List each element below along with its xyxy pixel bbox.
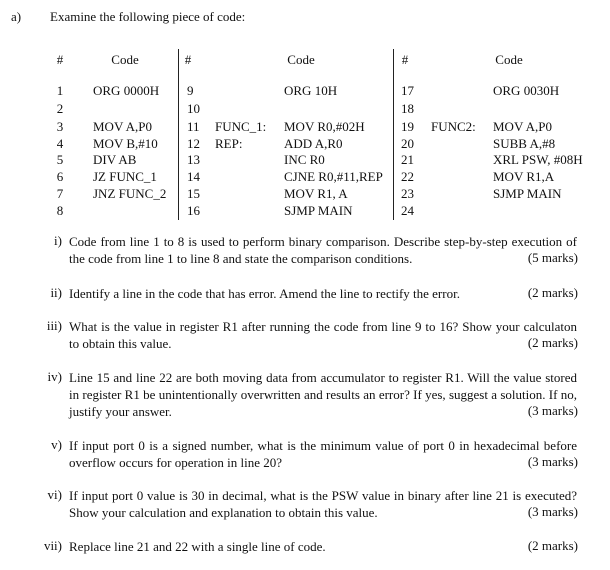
question-marks: (2 marks) [527,538,578,553]
question-text: Identify a line in the code that has error. Amend the line to rectify the error. [69,286,460,301]
line-number: 7 [56,186,64,201]
question-number: vi) [47,487,62,502]
line-label: FUNC_1: [215,119,267,134]
code-line: ADD A,R0 [284,136,343,151]
question-text: Line 15 and line 22 are both moving data from accumulator to register R1. Will the value stored in register R1 be unintentionally overwritten and results an error? If yes, suggest a solution. If no, justify your answer. [69,370,577,419]
question-marks: (2 marks) [527,335,578,350]
code-line: MOV A,P0 [93,119,153,134]
question-text: What is the value in register R1 after running the code from line 9 to 16? Show your calculaton to obtain this value. [69,319,577,351]
line-number: 22 [401,169,414,184]
line-number: 5 [56,152,64,167]
code-line: DIV AB [93,152,137,167]
question-marks: (3 marks) [527,403,578,418]
column-divider [393,49,394,220]
question-number: iii) [46,318,62,333]
line-label: FUNC2: [431,119,476,134]
line-number: 14 [187,169,200,184]
code-line: ORG 10H [284,83,338,98]
section-label: a) [11,9,22,24]
line-number: 23 [401,186,414,201]
code-line: INC R0 [284,152,325,167]
question-number: iv) [47,369,62,384]
line-number: 10 [187,101,200,116]
intro-text: Examine the following piece of code: [50,9,246,24]
question-marks: (3 marks) [527,454,578,469]
line-number: 9 [187,83,194,98]
line-number: 20 [401,136,414,151]
code-line: JZ FUNC_1 [93,169,157,184]
line-number: 16 [187,203,200,218]
line-number: 11 [187,119,200,134]
question-text: If input port 0 value is 30 in decimal, what is the PSW value in binary after line 21 is executed? Show your calculation and explanation to obtain this value. [69,488,577,520]
header-code: Code [287,52,315,67]
code-line: CJNE R0,#11,REP [284,169,383,184]
line-number: 6 [56,169,64,184]
line-number: 12 [187,136,200,151]
header-code: Code [495,52,523,67]
line-number: 2 [56,101,64,116]
question-text: Code from line 1 to 8 is used to perform binary comparison. Describe step-by-step execution of the code from line 1 to line 8 and state the comparison conditions. [69,234,577,266]
question-text: Replace line 21 and 22 with a single line of code. [69,539,326,554]
line-number: 15 [187,186,200,201]
code-line: JNZ FUNC_2 [93,186,167,201]
line-number: 17 [401,83,414,98]
header-hash: # [401,52,409,67]
code-line: MOV R0,#02H [284,119,365,134]
line-number: 1 [56,83,64,98]
question-marks: (3 marks) [527,504,578,519]
question-number: i) [54,233,62,248]
question-number: vii) [43,538,62,553]
question-text: If input port 0 is a signed number, what is the minimum value of port 0 in hexadecimal before overflow occurs for operation in line 20? [69,438,577,470]
line-number: 24 [401,203,414,218]
header-hash: # [184,52,192,67]
question-number: ii) [50,285,62,300]
code-line: MOV B,#10 [93,136,158,151]
code-line: MOV A,P0 [493,119,553,134]
question-marks: (5 marks) [527,250,578,265]
question-number: v) [51,437,62,452]
code-line: SUBB A,#8 [493,136,556,151]
column-divider [178,49,179,220]
code-line: ORG 0000H [93,83,160,98]
line-number: 18 [401,101,414,116]
code-line: MOV R1,A [493,169,555,184]
code-line: SJMP MAIN [284,203,353,218]
line-number: 4 [56,136,64,151]
code-line: XRL PSW, #08H [493,152,583,167]
code-line: MOV R1, A [284,186,348,201]
line-number: 13 [187,152,200,167]
line-number: 3 [56,119,64,134]
code-line: SJMP MAIN [493,186,562,201]
line-number: 8 [56,203,64,218]
line-number: 21 [401,152,414,167]
header-code: Code [111,52,139,67]
code-line: ORG 0030H [493,83,560,98]
line-number: 19 [401,119,414,134]
line-label: REP: [215,136,243,151]
header-hash: # [56,52,64,67]
question-marks: (2 marks) [527,285,578,300]
